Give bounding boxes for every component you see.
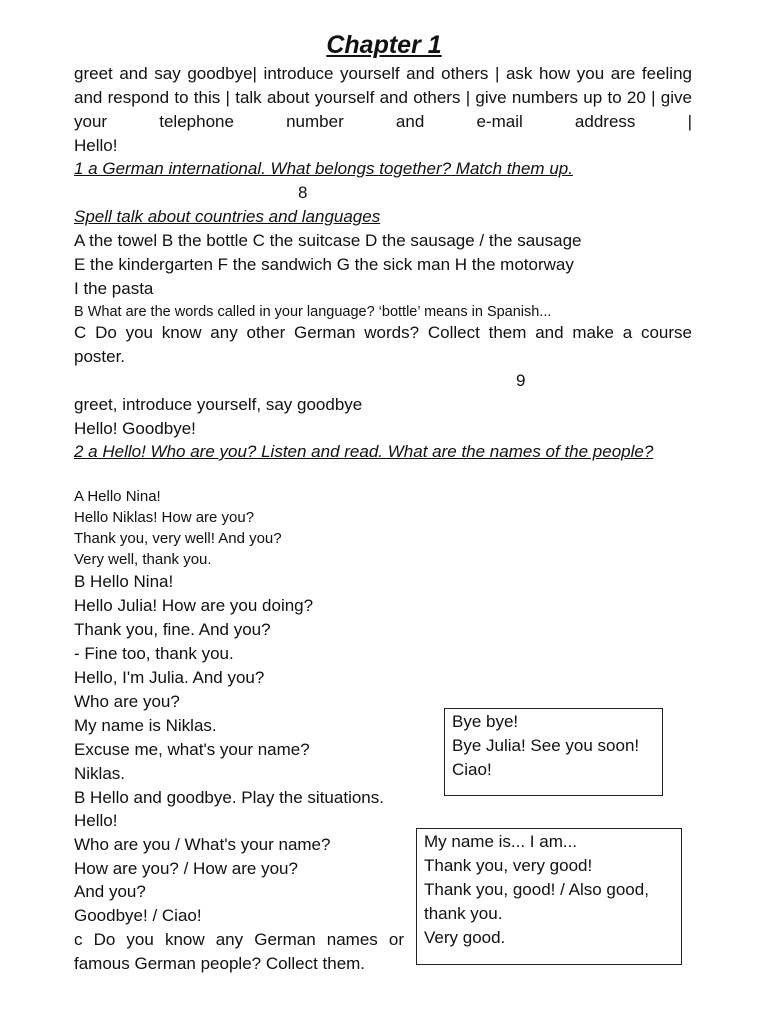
exercise-1c: C Do you know any other German words? Collect them and make a course poster.	[74, 323, 692, 366]
box-line: Ciao!	[452, 760, 492, 779]
box-line: My name is... I am...	[424, 832, 578, 851]
exercise-2b-instruction: B Hello and goodbye. Play the situations.	[74, 788, 384, 807]
box-line: Bye Julia! See you soon!	[452, 736, 640, 755]
box-line: Very good.	[424, 928, 506, 947]
exercise-2c: c Do you know any German names or famous German people? Collect them.	[74, 930, 404, 973]
dialogue-line: A Hello Nina!	[74, 488, 161, 505]
box-line: Thank you, very good!	[424, 856, 593, 875]
learning-objectives: greet and say goodbye| introduce yourself and others | ask how you are feeling and respond to this | talk about yourself and others | give numbers up to 20 | give your telephone number and e-mail address |	[74, 64, 692, 131]
dialogue-line: Hello Julia! How are you doing?	[74, 596, 314, 615]
words-row-1: A the towel B the bottle C the suitcase D the sausage / the sausage	[74, 231, 582, 250]
dialogue-line: Very well, thank you.	[74, 551, 212, 568]
words-row-3: I the pasta	[74, 279, 154, 298]
exercise-1b: B What are the words called in your language? ‘bottle’ means in Spanish...	[74, 304, 552, 320]
section-2-heading: greet, introduce yourself, say goodbye	[74, 395, 363, 414]
page-number-9: 9	[516, 371, 526, 390]
exercise-1a-heading: 1 a German international. What belongs together? Match them up.	[74, 159, 573, 178]
phrase-line: How are you? / How are you?	[74, 859, 298, 878]
chapter-title: Chapter 1	[326, 31, 442, 59]
dialogue-line: Who are you?	[74, 692, 180, 711]
spell-heading: Spell talk about countries and languages	[74, 207, 381, 226]
box-line: Bye bye!	[452, 712, 519, 731]
dialogue-line: Thank you, fine. And you?	[74, 620, 271, 639]
dialogue-line: - Fine too, thank you.	[74, 644, 234, 663]
goodbye-phrases-box	[444, 708, 663, 796]
reply-phrases-box	[416, 828, 682, 965]
box-line: Thank you, good! / Also good, thank you.	[424, 880, 649, 923]
section-2-subheading: Hello! Goodbye!	[74, 419, 196, 438]
phrase-line: Goodbye! / Ciao!	[74, 906, 202, 925]
dialogue-line: Hello Niklas! How are you?	[74, 509, 255, 526]
dialogue-line: My name is Niklas.	[74, 716, 217, 735]
dialogue-line: Hello, I'm Julia. And you?	[74, 668, 265, 687]
dialogue-line: Excuse me, what's your name?	[74, 740, 310, 759]
phrase-line: Hello!	[74, 811, 118, 830]
words-row-2: E the kindergarten F the sandwich G the sick man H the motorway	[74, 255, 574, 274]
exercise-2a-heading: 2 a Hello! Who are you? Listen and read. What are the names of the people?	[74, 442, 654, 461]
dialogue-line: B Hello Nina!	[74, 572, 174, 591]
dialogue-line: Thank you, very well! And you?	[74, 530, 282, 547]
phrase-line: Who are you / What's your name?	[74, 835, 331, 854]
page-number-8: 8	[298, 183, 308, 202]
hello-line: Hello!	[74, 136, 118, 155]
dialogue-line: Niklas.	[74, 764, 126, 783]
phrase-line: And you?	[74, 882, 146, 901]
